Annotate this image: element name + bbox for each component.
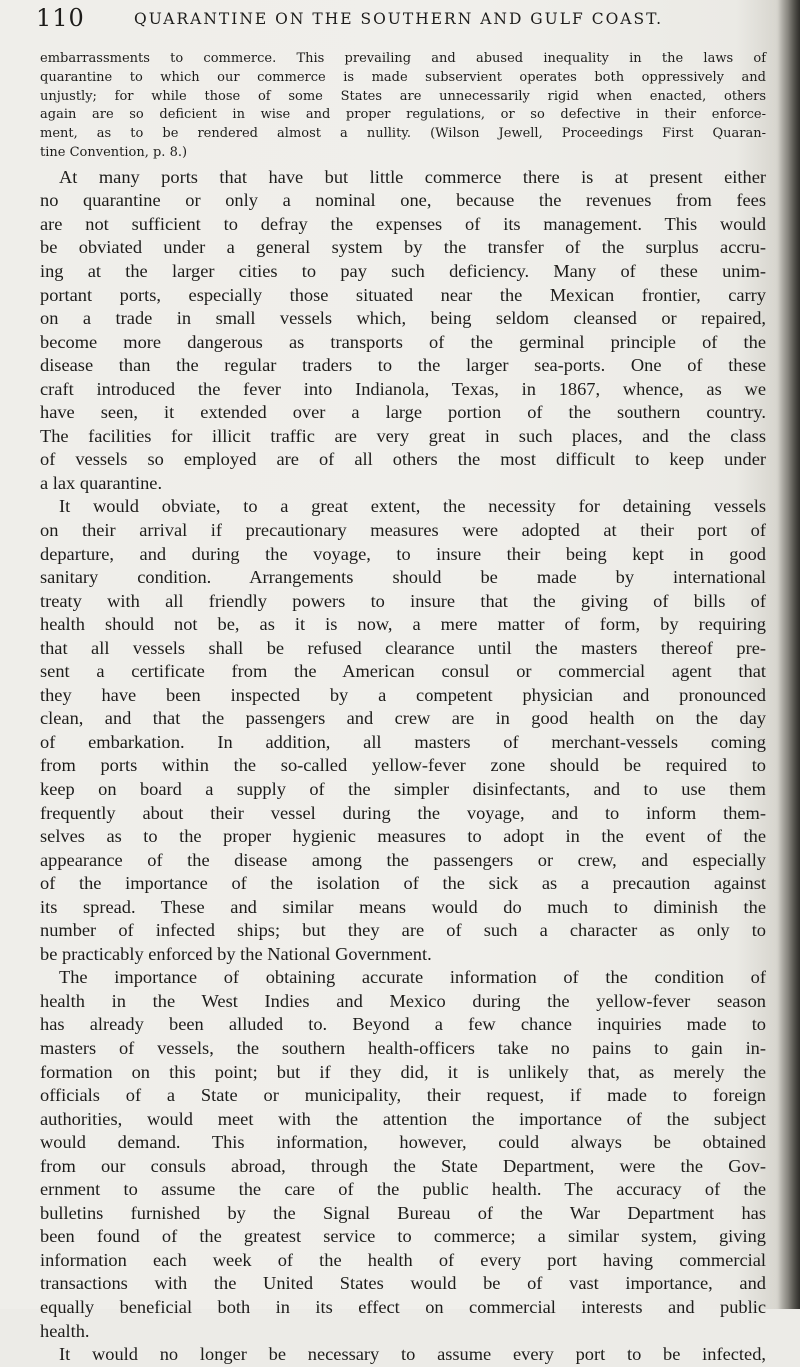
text-line: authorities, would meet with the attention the importance of the subject (40, 1108, 766, 1129)
text-line: bulletins furnished by the Signal Bureau of the War Department has (40, 1202, 766, 1223)
text-line: ernment to assume the care of the public health. The accuracy of the (40, 1179, 766, 1200)
text-line: been found of the greatest service to commerce; a similar system, giving (40, 1226, 766, 1247)
text-line: that all vessels shall be refused clearance until the masters thereof pre- (40, 637, 766, 658)
footnote-line: again are so deficient in wise and proper regulations, or so defective in their enforce- (40, 107, 766, 123)
text-line: It would obviate, to a great extent, the necessity for detaining vessels (59, 496, 766, 517)
text-line: become more dangerous as transports of the germinal principle of the (40, 331, 766, 352)
text-line: At many ports that have but little commerce there is at present either (59, 166, 766, 187)
text-line: The facilities for illicit traffic are very great in such places, and the class (40, 425, 766, 446)
text-line: appearance of the disease among the passengers or crew, and especially (40, 849, 766, 870)
text-line: transactions with the United States would be of vast importance, and (40, 1273, 766, 1294)
footnote-line: unjustly; for while those of some States are unnecessarily rigid when enacted, others (40, 88, 766, 104)
text-line: craft introduced the fever into Indianola, Texas, in 1867, whence, as we (40, 378, 766, 399)
footnote-line: embarrassments to commerce. This prevailing and abused inequality in the laws of (40, 51, 766, 66)
paragraph-2 (40, 495, 766, 966)
text-line: of embarkation. In addition, all masters of merchant-vessels coming (40, 731, 766, 752)
paragraph-4 (40, 1343, 766, 1367)
text-line: officials of a State or municipality, their request, if made to foreign (40, 1085, 766, 1106)
text-line: departure, and during the voyage, to insure their being kept in good (40, 543, 766, 564)
text-line: ing at the larger cities to pay such deficiency. Many of these unim- (40, 260, 766, 281)
text-line: of vessels so employed are of all others the most difficult to keep under (40, 449, 766, 470)
text-line: health. (40, 1320, 90, 1341)
text-line: from our consuls abroad, through the State Department, were the Gov- (40, 1155, 766, 1176)
text-line: number of infected ships; but they are of such a character as only to (40, 920, 766, 941)
text-line: has already been alluded to. Beyond a few chance inquiries made to (40, 1014, 766, 1035)
text-line: equally beneficial both in its effect on commercial interests and public (40, 1297, 766, 1318)
text-line: The importance of obtaining accurate information of the condition of (59, 967, 766, 988)
text-line: would demand. This information, however, could always be obtained (40, 1132, 766, 1153)
text-line: keep on board a supply of the simpler disinfectants, and to use them (40, 779, 766, 799)
text-line: selves as to the proper hygienic measures to adopt in the event of the (40, 826, 766, 847)
footnote-line: quarantine to which our commerce is made subservient operates both oppressively and (40, 69, 766, 85)
text-line: on their arrival if precautionary measures were adopted at their port of (40, 519, 766, 540)
page-binding-shadow (778, 0, 800, 1309)
text-line: its spread. These and similar means would do much to diminish the (40, 896, 766, 917)
running-head-title: QUARANTINE ON THE SOUTHERN AND GULF COAST. (134, 10, 664, 28)
text-line: health should not be, as it is now, a mere matter of form, by requiring (40, 614, 766, 635)
text-line: have seen, it extended over a large portion of the southern country. (40, 402, 766, 423)
footnote-line: ment, as to be rendered almost a nullity. (Wilson Jewell, Proceedings First Quaran- (40, 126, 766, 142)
body-text (40, 50, 766, 1367)
footnote-line: tine Convention, p. 8.) (40, 144, 188, 160)
text-line: of the importance of the isolation of the sick as a precaution against (40, 873, 766, 894)
text-line: frequently about their vessel during the voyage, and to inform them- (40, 802, 766, 823)
text-line: information each week of the health of every port having commercial (40, 1249, 766, 1270)
text-line: be obviated under a general system by the transfer of the surplus accru- (40, 237, 766, 258)
text-line: It would no longer be necessary to assume every port to be infected, (59, 1344, 766, 1365)
text-line: formation on this point; but if they did, it is unlikely that, as merely the (40, 1061, 766, 1082)
text-line: sent a certificate from the American consul or commercial agent that (40, 661, 766, 682)
running-head (0, 0, 800, 40)
text-line: on a trade in small vessels which, being seldom cleansed or repaired, (40, 308, 766, 329)
text-line: from ports within the so-called yellow-fever zone should be required to (40, 755, 766, 776)
text-line: be practicably enforced by the National Government. (40, 943, 432, 964)
text-line: no quarantine or only a nominal one, because the revenues from fees (40, 190, 766, 211)
text-line: clean, and that the passengers and crew are in good health on the day (40, 708, 766, 729)
paragraph-1 (40, 166, 766, 496)
footnote-block (40, 50, 766, 163)
text-line: sanitary condition. Arrangements should be made by international (40, 567, 766, 588)
text-line: are not sufficient to defray the expenses of its management. This would (40, 213, 766, 234)
text-line: a lax quarantine. (40, 472, 163, 493)
text-line: masters of vessels, the southern health-officers take no pains to gain in- (40, 1038, 766, 1059)
paragraph-3 (40, 966, 766, 1343)
text-line: portant ports, especially those situated near the Mexican frontier, carry (40, 284, 766, 305)
text-line: disease than the regular traders to the larger sea-ports. One of these (40, 355, 766, 376)
page-number: 110 (36, 4, 85, 32)
text-line: health in the West Indies and Mexico during the yellow-fever season (40, 990, 766, 1011)
text-line: they have been inspected by a competent physician and pronounced (40, 684, 766, 705)
text-line: treaty with all friendly powers to insure that the giving of bills of (40, 590, 766, 611)
